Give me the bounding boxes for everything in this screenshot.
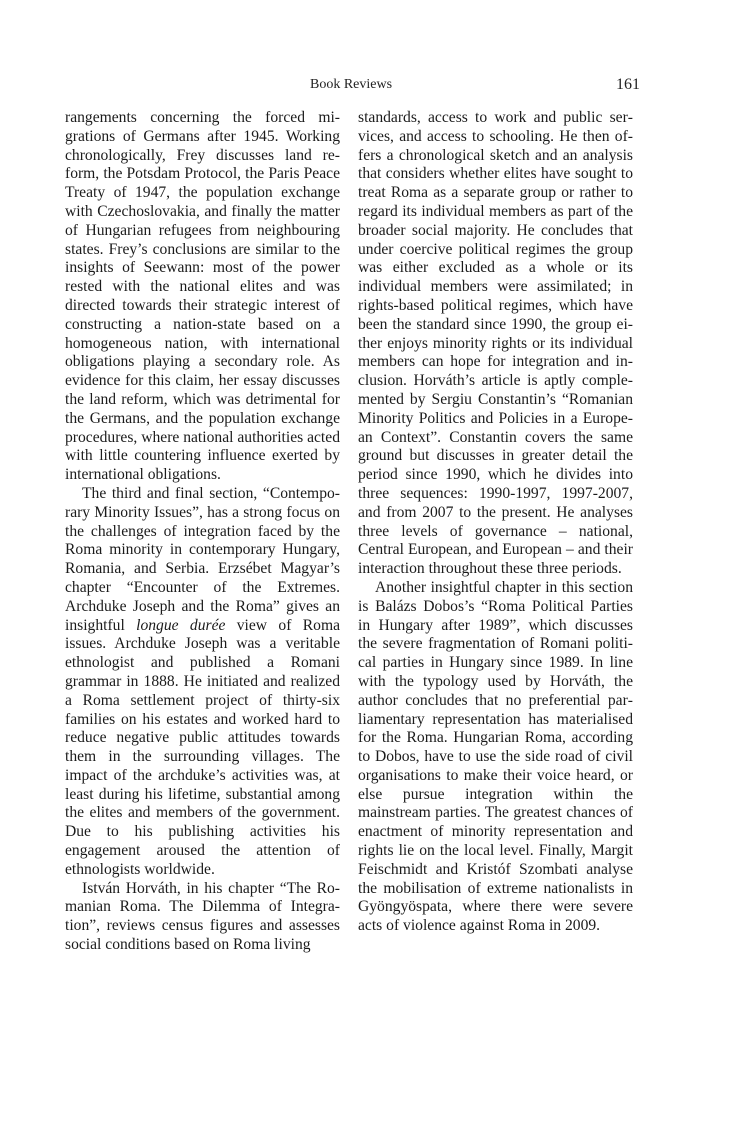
- paragraph: rangements concerning the forced migrations of Germans after 1945. Working chronologically, Frey discusses land reform, the Potsdam Protocol, the Paris Peace Treaty of 1947, the population exchange with Czechoslovakia, and finally the matter of Hungarian refugees from neighbouring states. Frey’s conclusions are similar to the insights of Seewann: most of the power rested with the national elites and was directed towards their strategic interest of constructing a nation-state based on a homogeneous nation, with international obligations playing a secondary role. As evidence for this claim, her essay discusses the land reform, which was detrimental for the Germans, and the population exchange procedures, where national authorities acted with little countering influence exerted by international obligations.: [65, 109, 340, 484]
- italic-phrase: longue durée: [136, 616, 226, 634]
- right-column: [358, 109, 633, 936]
- paragraph: István Horváth, in his chapter “The Romanian Roma. The Dilemma of Integration”, reviews census figures and assesses social conditions based on Roma living: [65, 879, 340, 954]
- left-column: [65, 109, 340, 955]
- paragraph-text: The third and final section, “Contemporary Minority Issues”, has a strong focus on the challenges of integration faced by the Roma minority in contemporary Hungary, Romania, and Serbia. Erzsébet Magyar’s chapter “Encounter of the Extremes. Archduke Joseph and the Roma” gives an insightful: [65, 484, 340, 634]
- paragraph: Another insightful chapter in this section is Balázs Dobos’s “Roma Political Parties in Hungary after 1989”, which discusses the severe fragmentation of Romani political parties in Hungary since 1989. In line with the typology used by Horváth, the author concludes that no preferential parliamentary representation has materialised for the Roma. Hungarian Roma, according to Dobos, have to use the side road of civil organisations to make their voice heard, or else pursue integration within the mainstream parties. The greatest chances of enactment of minority representation and rights lie on the local level. Finally, Margit Feischmidt and Kristóf Szombati analyse the mobilisation of extreme nationalists in Gyöngyöspata, where there were severe acts of violence against Roma in 2009.: [358, 578, 633, 935]
- page-number: 161: [616, 76, 640, 93]
- running-head: Book Reviews: [310, 77, 393, 92]
- paragraph: [65, 485, 340, 880]
- paragraph-text: view of Roma issues. Archduke Joseph was a veritable ethnologist and published a Romani grammar in 1888. He initiated and realized a Roma settlement project of thirty-six families on his estates and worked hard to reduce negative public attitudes towards them in the surrounding villages. The impact of the archduke’s activities was, at least during his lifetime, substantial among the elites and members of the government. Due to his publishing activities his engagement aroused the attention of ethnologists worldwide.: [65, 616, 340, 878]
- paragraph: standards, access to work and public services, and access to schooling. He then offers a chronological sketch and an analysis that considers whether elites have sought to treat Roma as a separate group or rather to regard its individual members as part of the broader social majority. He concludes that under coercive political regimes the group was either excluded as a whole or its individual members were assimilated; in rights-based political regimes, which have been the standard since 1990, the group either enjoys minority rights or its individual members can hope for integration and inclusion. Horváth’s article is aptly complemented by Sergiu Constantin’s “Romanian Minority Politics and Policies in a European Context”. Constantin covers the same ground but discusses in greater detail the period since 1990, which he divides into three sequences: 1990-1997, 1997-2007, and from 2007 to the present. He analyses three levels of governance – national, Central European, and European – and their interaction throughout these three periods.: [358, 109, 633, 578]
